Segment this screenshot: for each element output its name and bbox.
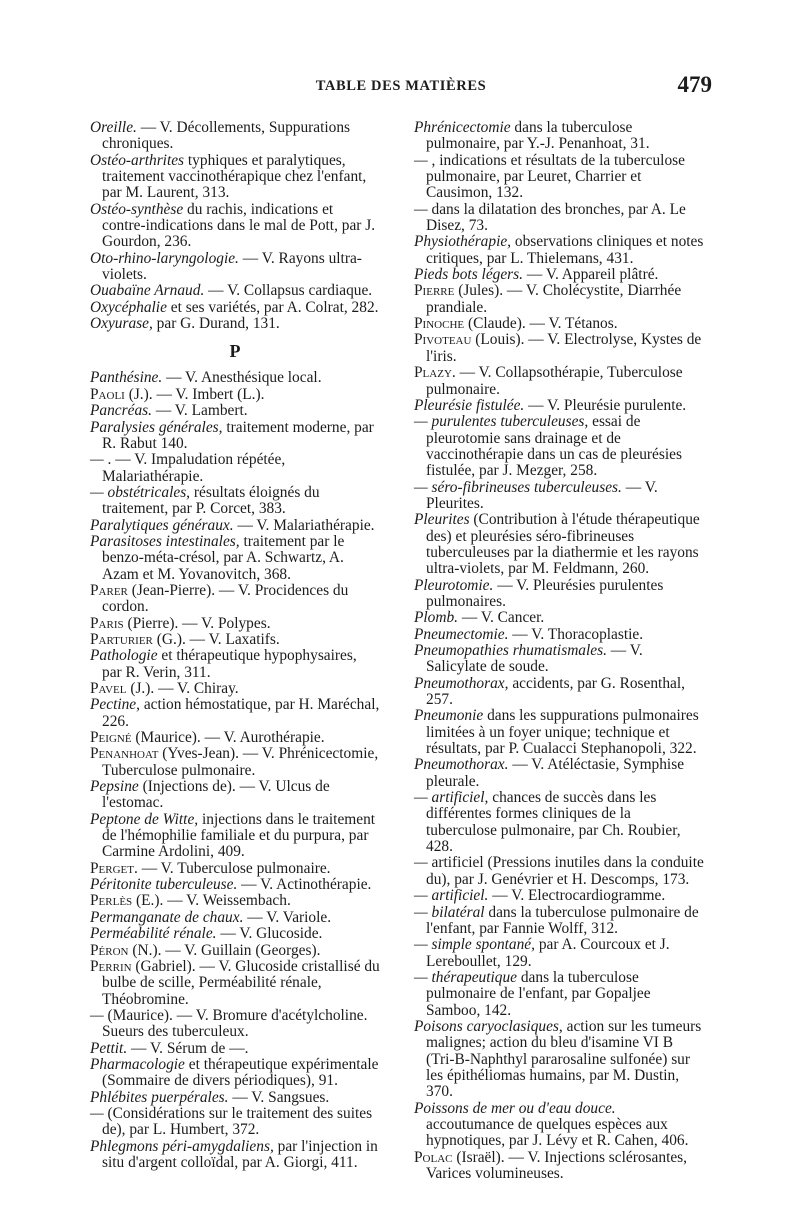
index-list-o [90,120,380,332]
entry-text: dans la dilatation des bronches, par A. Le Disez, 73. [426,200,686,235]
entry-headword: Pneumonie [414,707,484,725]
running-title: TABLE DES MATIÈRES [315,78,487,94]
entry-text: traitement par le benzo-méta-crésol, par A. Schwartz, A. Azam et M. Yovanovitch, 368. [102,532,345,583]
index-entry [90,1008,380,1041]
entry-text: et ses variétés, par A. Colrat, 282. [166,298,379,316]
section-letter: P [229,341,241,362]
entry-headword: Pathologie [90,647,158,665]
entry-text: traitement moderne, par R. Rabut 140. [102,418,374,452]
index-entry [414,1150,704,1183]
index-entry [414,888,704,904]
entry-text: — V. Sangsues. [228,1088,330,1106]
entry-text: — V. Collapsus cardiaque. [204,282,373,300]
index-entry [90,1106,380,1139]
entry-text: par l'injection in situ d'argent colloïdal, par A. Giorgi, 411. [102,1137,378,1171]
entry-text: — V. Glucoside. [216,925,323,943]
entry-text: — V. Décollements, Suppurations chroniques. [102,119,351,153]
index-entry [414,414,704,479]
entry-headword: Perrin [90,957,132,975]
entry-text: (Maurice). — V. Bromure d'acétylcholine. Sueurs des tuberculeux. [102,1006,368,1041]
entry-text: et thérapeutique expérimentale (Sommaire de divers périodiques), 91. [102,1055,379,1090]
entry-text: injections dans le traitement de l'hémophilie familiale et du purpura, par Carmine Ardolini, 409. [102,810,376,861]
entry-text: — V. Malariathérapie. [233,516,375,534]
index-entry [414,267,704,283]
entry-text: — V. Thoracoplastie. [508,625,644,643]
entry-headword: Pleurésie fistulée. [414,396,525,414]
index-entry [90,779,380,812]
entry-headword: — séro-fibrineuses tuberculeuses. [414,478,622,496]
entry-text: — V. Atéléctasie, Symphise pleurale. [426,756,685,790]
index-entry [90,681,380,697]
index-entry [90,1057,380,1090]
entry-headword: — [90,1006,104,1024]
entry-headword: — [414,854,428,872]
entry-headword: Ouabaïne Arnaud. [90,282,205,300]
page-number: 479 [677,72,712,97]
index-entry [414,627,704,643]
entry-text: observations cliniques et notes critiques, par L. Thielemans, 431. [426,233,704,267]
index-entry [90,251,380,284]
entry-headword: Paralysies générales, [90,418,223,436]
entry-text: chances de succès dans les différentes formes cliniques de la tuberculose pulmonaire, par Ch. Roubier, 428. [426,789,681,856]
entry-headword: Pleurotomie. [414,576,494,594]
index-entry [90,403,380,419]
entry-text: par A. Courcoux et J. Lereboullet, 129. [426,936,670,970]
index-entry [90,1041,380,1057]
index-entry [414,610,704,626]
index-entry [90,1090,380,1106]
entry-headword: Plazy. [414,364,456,382]
entry-text: résultats éloignés du traitement, par P. Corcet, 383. [102,483,320,518]
index-entry [90,910,380,926]
entry-text: — V. Variole. [243,908,332,926]
entry-headword: — bilatéral [414,903,485,921]
entry-text: (Injections de). — V. Ulcus de l'estomac. [102,778,330,812]
index-list-p-continued [414,120,704,1182]
entry-text: — V. Pleurites. [426,478,658,512]
entry-headword: — thérapeutique [414,968,518,986]
index-entry [90,485,380,518]
index-entry [414,332,704,365]
entry-headword: Paoli [90,385,125,403]
index-entry [90,583,380,616]
index-entry [414,202,704,235]
entry-headword: Parer [90,581,128,599]
entry-text: — V. Pleurésie purulente. [524,396,687,414]
index-entry [90,300,380,316]
entry-text: (Maurice). — V. Aurothérapie. [131,729,325,747]
entry-headword: Pepsine [90,778,139,796]
index-entry [90,730,380,746]
index-entry [90,959,380,1008]
index-list-p [90,370,380,1171]
entry-headword: Pneumothorax. [414,756,509,774]
entry-headword: — artificiel, [414,789,489,807]
index-entry [414,283,704,316]
entry-text: (Gabriel). — V. Glucoside cristallisé du bulbe de scille, Perméabilité rénale, Théobromine. [102,957,380,1008]
entry-text: (N.). — V. Guillain (Georges). [128,941,321,959]
entry-text: — V. Electrocardiogramme. [488,887,666,905]
index-entry [90,202,380,251]
entry-headword: Péritonite tuberculeuse. [90,876,238,894]
index-entry [414,120,704,153]
entry-headword: Pierre [414,282,455,300]
index-entry [90,877,380,893]
entry-headword: Polac [414,1148,453,1166]
entry-headword: Oto-rhino-laryngologie. [90,249,239,267]
entry-text: (Contribution à l'étude thérapeutique des) et pleurésies séro-fibrineuses tuberculeuses par la diathermie et les rayons ultra-violets, par M. Feldmann, 260. [426,511,700,578]
entry-text: (Louis). — V. Electrolyse, Kystes de l'iris. [426,331,702,365]
entry-headword: Poissons de mer ou d'eau douce. [414,1099,616,1117]
entry-headword: Pieds bots légers. [414,266,524,284]
index-entry [90,616,380,632]
index-entry [90,316,380,332]
entry-text: (J.). — V. Imbert (L.). [124,385,265,403]
entry-headword: — simple spontané, [414,936,535,954]
entry-text: essai de pleurotomie sans drainage et de vaccinothérapie dans un cas de pleurésies fistulée, par J. Mezger, 258. [426,413,682,480]
entry-text: (Israël). — V. Injections sclérosantes, Varices volumineuses. [426,1148,688,1182]
index-entry [90,697,380,730]
index-entry [90,926,380,942]
index-entry [414,1019,704,1101]
entry-headword: Paralytiques généraux. [90,516,234,534]
entry-text: — V. Appareil plâtré. [523,266,659,284]
entry-text: , indications et résultats de la tuberculose pulmonaire, par Leuret, Charrier et Causimon, 132. [426,151,685,202]
entry-headword: Poisons caryoclasiques, [414,1017,563,1035]
index-entry [90,943,380,959]
entry-text: (J.). — V. Chiray. [126,680,239,697]
entry-headword: Pettit. [90,1039,128,1057]
entry-headword: Perlès [90,892,133,910]
entry-headword: Pneumectomie. [414,625,509,643]
entry-text: — V. Lambert. [151,402,248,420]
entry-text: — V. Tuberculose pulmonaire. [137,859,331,877]
entry-text: — V. Rayons ultra-violets. [102,249,362,284]
entry-headword: — artificiel. [414,887,489,905]
index-entry [414,970,704,1019]
entry-text: — V. Collapsothérapie, Tuberculose pulmonaire. [426,364,683,398]
index-entry [414,512,704,577]
entry-text: par G. Durand, 131. [152,315,280,333]
index-entry [90,370,380,386]
entry-text: (Jules). — V. Cholécystite, Diarrhée prandiale. [426,282,682,316]
index-entry [90,812,380,861]
entry-headword: Perget. [90,859,138,877]
entry-text: — V. Anesthésique local. [162,369,322,387]
index-entry [90,120,380,153]
entry-headword: Plomb. [414,609,459,627]
entry-headword: Penanhoat [90,745,159,763]
entry-headword: Pivoteau [414,331,472,349]
index-entry [414,937,704,970]
entry-headword: Parturier [90,630,153,648]
entry-headword: Phlébites puerpérales. [90,1088,229,1106]
entry-text: dans les suppurations pulmonaires limitées à un foyer unique; technique et résultats, par P. Cualacci Stephanopoli, 322. [426,707,699,758]
entry-headword: — [414,200,428,218]
entry-text: et thérapeutique hypophysaires, par R. Verin, 311. [102,647,357,681]
index-entry [414,708,704,757]
index-entry [414,643,704,676]
entry-headword: — purulentes tuberculeuses, [414,413,589,431]
index-entry [414,757,704,790]
index-entry [414,398,704,414]
index-entry [414,790,704,855]
entry-headword: — [90,451,104,469]
index-entry [90,153,380,202]
index-entry [414,905,704,938]
index-entry [90,1139,380,1172]
index-entry [414,676,704,709]
index-entry [90,861,380,877]
index-entry [414,316,704,332]
entry-text: dans la tuberculose pulmonaire, par Y.-J. Penanhoat, 31. [426,119,650,153]
index-entry [90,452,380,485]
entry-headword: — [90,1104,104,1122]
entry-text: action hémostatique, par H. Maréchal, 226. [102,696,380,730]
entry-headword: Oreille. [90,119,137,136]
entry-headword: Phlegmons péri-amygdaliens, [90,1137,274,1155]
entry-headword: Pectine, [90,696,140,714]
entry-headword: Perméabilité rénale. [90,925,217,943]
entry-headword: Ostéo-synthèse [90,200,184,218]
index-entry [90,420,380,453]
entry-text: — V. Actinothérapie. [237,876,372,894]
entry-text: action sur les tumeurs malignes; action du bleu d'isamine VI B (Tri-B-Naphthyl pararosaline sulfonée) sur les épithéliomas humains, par M. Dustin, 370. [426,1017,702,1101]
index-entry [414,365,704,398]
index-entry [414,480,704,513]
entry-text: . — V. Impaludation répétée, Malariathérapie. [102,451,286,485]
entry-headword: Pneumopathies rhumatismales. [414,642,607,659]
entry-text: dans la tuberculose pulmonaire de l'enfant, par Gopaljee Samboo, 142. [426,968,651,1019]
entry-headword: Paris [90,614,124,632]
entry-headword: Pavel [90,680,127,697]
index-entry [414,153,704,202]
entry-headword: Pancréas. [90,402,152,420]
entry-headword: Pharmacologie [90,1055,185,1073]
entry-headword: Pleurites [414,511,470,529]
index-entry [414,855,704,888]
entry-text: (Considérations sur le traitement des suites de), par L. Humbert, 372. [102,1104,373,1139]
entry-headword: — obstétricales, [90,483,191,501]
entry-text: — V. Salicylate de soude. [426,642,643,676]
entry-text: accoutumance de quelques espèces aux hypnotiques, par J. Lévy et R. Cahen, 406. [426,1115,689,1150]
entry-headword: Pneumothorax, [414,674,509,692]
entry-text: (G.). — V. Laxatifs. [152,630,280,648]
entry-headword: Permanganate de chaux. [90,908,244,926]
index-entry [90,632,380,648]
index-entry [414,578,704,611]
entry-headword: Péron [90,941,129,959]
index-entry [90,283,380,299]
entry-text: (Pierre). — V. Polypes. [123,614,271,632]
entry-text: dans la tuberculose pulmonaire de l'enfant, par Fannie Wolff, 312. [426,903,699,937]
entry-text: — V. Sérum de —. [127,1039,249,1057]
entry-headword: Ostéo-arthrites [90,151,185,169]
entry-text: — V. Pleurésies purulentes pulmonaires. [426,576,664,610]
entry-text: accidents, par G. Rosenthal, 257. [426,674,685,709]
right-column [414,120,704,1182]
entry-text: (Jean-Pierre). — V. Procidences du cordon. [102,581,349,616]
left-column [90,120,380,1171]
index-entry [90,746,380,779]
entry-text: typhiques et paralytiques, traitement vaccinothérapique chez l'enfant, par M. Laurent, 313. [102,151,367,202]
entry-headword: Peigné [90,729,132,747]
index-entry [90,648,380,681]
entry-headword: Oxycéphalie [90,298,167,316]
index-entry [414,1101,704,1150]
index-entry [90,893,380,909]
entry-headword: Physiothérapie, [414,233,512,251]
index-entry [90,534,380,583]
entry-text: du rachis, indications et contre-indications dans le mal de Pott, par J. Gourdon, 236. [102,200,376,251]
entry-headword: Phrénicectomie [414,119,511,136]
entry-text: (E.). — V. Weissembach. [132,892,291,910]
entry-text: (Claude). — V. Tétanos. [464,315,618,333]
entry-text: — V. Cancer. [458,609,545,627]
index-entry [414,234,704,267]
entry-headword: Panthésine. [90,369,163,387]
index-entry [90,387,380,403]
entry-text: (Yves-Jean). — V. Phrénicectomie, Tuberculose pulmonaire. [102,745,379,779]
entry-headword: Pinoche [414,315,465,333]
page-header [90,74,712,104]
entry-headword: Peptone de Witte, [90,810,199,828]
index-entry [90,518,380,534]
entry-headword: — [414,151,428,169]
entry-headword: Parasitoses intestinales, [90,532,240,550]
entry-headword: Oxyurase, [90,315,153,333]
entry-text: artificiel (Pressions inutiles dans la conduite du), par J. Genévrier et H. Descomps, 173. [426,854,704,888]
